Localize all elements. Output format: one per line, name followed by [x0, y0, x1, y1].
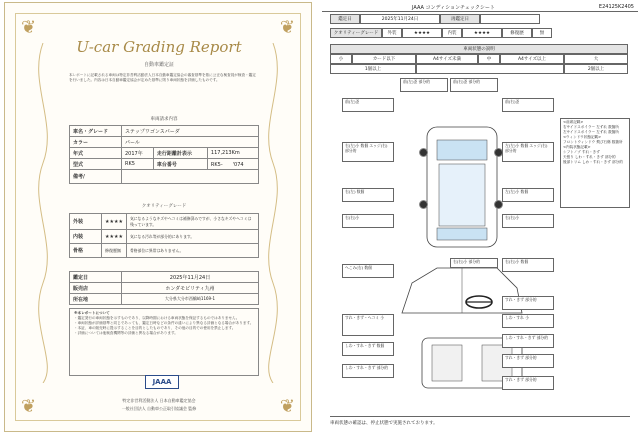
grading-certificate — [4, 2, 312, 432]
damage-note: すれ・きず 部分的 — [502, 376, 554, 390]
footer-supervisor: 一般社団法人 自動車公正取引協議会 監修 — [121, 406, 197, 411]
table-row: 備考/ — [70, 170, 259, 184]
damage-note: 右(左) 数個 — [342, 188, 394, 202]
side-notes-panel: <前席記載> 右サイドスポイラー 左ずれ 数箇所 左サイドスポイラー 左ずれ 数箇所 <ウィンドウ状態記載> フロントウィンドウ 飛び石傷 数箇所 <内装状態記載> シフトノブ すれ・きず 天張り しわ・すれ・きず 部分的 後部トリム しわ・すれ・きず 部分的 — [560, 118, 630, 208]
wheel-icon — [419, 148, 428, 157]
damage-note: 前(左)歪 — [342, 98, 394, 112]
vehicle-table — [69, 125, 259, 184]
condition-check-sheet: JAAA コンディションチェックシート E24125K2405 鑑定日 2025年11月24日 再鑑定日 クオリティーグレード 外装 ★★★★ 内装 ★★★★ 修復歴 無 車両状態の説明 小 カード以下 A4サイズ未満 中 A4サイズ以上 大 1個以上 2個以上 前(左)歪 部分的 前(右)歪 部分的 前(左)歪 前(右)歪 右(左)小 数個 エッジ(右) 部分的 左(左)小 数個 エッジ(右) 部分的 右(左) 数個 左(左)小 数個 右(右)小 右(右)小 へこみ(右) 数個 右(右)小 数個 右(右)小 部分的 すれ・きず 部分的 すれ・きず・ヘコミ 小 しわ・すれ 小 しわ・すれ・きず 数個 しわ・すれ・きず 部分的 しわ・すれ・きず 部分的 すれ・きず 部分的 すれ・きず 部分的 <前席記載> 右サイドスポイラー 左ずれ 数箇所 左サイドスポイラー 左ずれ 数箇所 <ウィンドウ状態記載> フロントウィンドウ 飛び石傷 数箇所 <内装状態記載> シフトノブ すれ・きず 天張り しわ・すれ・きず 部分的 後部トリム しわ・すれ・きず 部分的 車両状態の確認は、停止状態で実施されております。 — [322, 2, 638, 432]
table-row: 内装 ★★★★ 気になる汚れ等が部分的にあります。 — [70, 230, 259, 244]
table-row: 骨格 修復歴無 骨格部位に異常はありません。 — [70, 244, 259, 258]
damage-note: へこみ(右) 数個 — [342, 264, 394, 278]
wheel-icon — [419, 200, 428, 209]
damage-note: しわ・すれ 小 — [502, 314, 554, 328]
table-row: 型式 RK5 車台番号 RK5- '074 — [70, 159, 259, 170]
table-row: カラー パール — [70, 137, 259, 148]
dealer-table — [69, 271, 259, 305]
ornament-icon: ❦ — [279, 17, 295, 38]
damage-note: 右(右)小 部分的 — [450, 258, 498, 268]
ornament-icon: ❦ — [279, 396, 295, 417]
damage-note: すれ・きず 部分的 — [502, 296, 554, 310]
left-ornament — [23, 43, 63, 383]
damage-note: 左(左)小 数個 エッジ(右) 部分的 — [502, 142, 554, 162]
damage-note: 右(左)小 数個 エッジ(右) 部分的 — [342, 142, 394, 162]
quality-table — [69, 213, 259, 258]
damage-note: すれ・きず 部分的 — [502, 354, 554, 368]
quality-section-heading: クオリティーグレード — [141, 204, 187, 209]
doc-id: E24125K2405 — [598, 4, 634, 10]
jaaa-logo: JAAA — [145, 375, 179, 389]
car-top-view — [412, 122, 512, 252]
damage-note: 前(右)歪 — [502, 98, 554, 112]
steering-wheel-icon — [464, 294, 494, 310]
table-row: 所在地 大分県大分市西鶴崎1169-1 — [70, 294, 259, 305]
table-row: 販売店 ホンダモビリティ九州 — [70, 283, 259, 294]
damage-note: しわ・すれ・きず 数個 — [342, 342, 394, 356]
ornament-icon: ❦ — [21, 396, 37, 417]
footer-org: 特定非営利活動法人 日本自動車鑑定協会 — [122, 398, 196, 403]
ornament-icon: ❦ — [21, 17, 37, 38]
certificate-title: U-car Grading Report — [76, 38, 242, 56]
damage-note: 前(右)歪 部分的 — [450, 78, 498, 92]
certificate-notes: ※本レポートについて ・鑑定発行の車両状態を示すものであり、以降時期における車両状態を保証するものではありません。 ・車両状態が評価基準と同じであっても、鑑定日時などの条件の違いにより異なる評価となる場合があります。 ・本証、車の販売時に提示することを目的としたものであり、その他の目的での使用を禁止します。 ・評価については他検査機関等の評価と異なる場合があります。 — [69, 308, 259, 376]
sheet-header: JAAA コンディションチェックシート — [412, 5, 495, 11]
certificate-subtitle: 自動車鑑定証 — [143, 62, 174, 68]
damage-note: しわ・すれ・きず 部分的 — [342, 364, 394, 378]
damage-note: すれ・きず・ヘコミ 小 — [342, 314, 394, 336]
right-ornament — [253, 43, 293, 383]
damage-note: 右(右)小 数個 — [502, 258, 554, 272]
damage-note: 前(左)歪 部分的 — [400, 78, 448, 92]
table-row: 外装 ★★★★ 気になるようなキズやヘコミは補修済みですが、小さなキズやヘコミは残っています。 — [70, 214, 259, 230]
damage-note: 左(左)小 数個 — [502, 188, 554, 202]
damage-note: 右(右)小 — [342, 214, 394, 228]
vehicle-section-heading: 車両請求内容 — [150, 117, 178, 122]
certificate-intro: 本レポートに記載される車両は特定非営利活動法人日本自動車鑑定協会の審査基準を基に公正な検査員が検査・鑑定を行いました。内容は日本自動車鑑定協会が定めた基準に則り車両状態を評価したものです。 — [69, 73, 256, 82]
damage-note: しわ・すれ・きず 部分的 — [502, 334, 554, 348]
damage-note: 右(右)小 — [502, 214, 554, 228]
table-row: 年式 2017年 走行距離計表示 117,213Km — [70, 148, 259, 159]
table-row: 車名・グレード ステップワゴンスパーダ — [70, 126, 259, 137]
sheet-footer: 車両状態の確認は、停止状態で実施されております。 — [330, 416, 630, 426]
legend-title: 車両状態の説明 — [330, 44, 628, 54]
table-row: 鑑定日 2025年11月24日 — [70, 272, 259, 283]
